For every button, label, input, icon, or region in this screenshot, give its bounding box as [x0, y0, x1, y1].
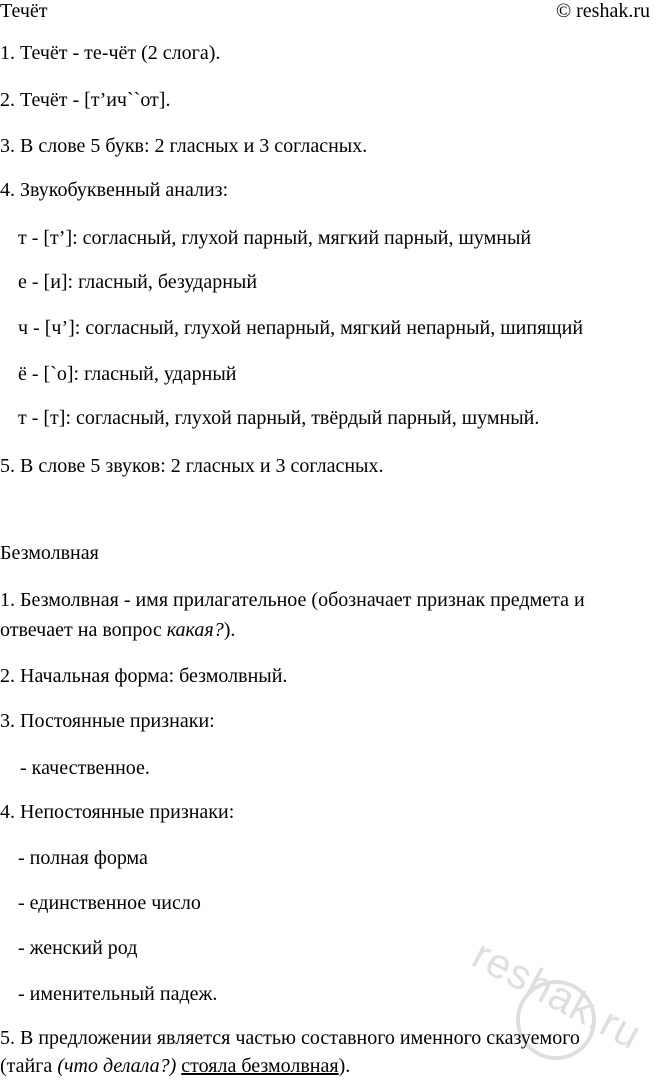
part-of-speech-line: 1. Безмолвная - имя прилагательное (обозначает признак предмета и [0, 589, 585, 611]
letter-count-line: 3. В слове 5 букв: 2 гласных и 3 согласных. [0, 135, 368, 157]
page-title: Течёт [0, 0, 48, 22]
section-title: Безмолвная [0, 542, 99, 564]
variable-feature-item: - полная форма [18, 847, 148, 869]
letter-analysis-item: е - [и]: гласный, безударный [18, 271, 258, 293]
letter-analysis-item: ё - [`о]: гласный, ударный [18, 363, 237, 385]
part-of-speech-line-cont [0, 617, 235, 643]
transcription-line: 2. Течёт - [т’ич``от]. [0, 89, 171, 111]
letter-analysis-item: т - [т’]: согласный, глухой парный, мягкий парный, шумный [18, 227, 532, 249]
variable-feature-item: - именительный падеж. [18, 983, 218, 1005]
syntax-role-line-cont [0, 1053, 350, 1079]
question-italic: (что делала?) [57, 1055, 177, 1077]
copyright-text: © reshak.ru [555, 0, 650, 22]
question-italic: какая? [166, 619, 224, 641]
text-segment: (тайга [0, 1055, 58, 1077]
letter-analysis-item: ч - [ч’]: согласный, глухой непарный, мягкий непарный, шипящий [18, 317, 584, 339]
initial-form-line: 2. Начальная форма: безмолвный. [0, 665, 288, 687]
watermark-text: reshak.ru [465, 930, 650, 1059]
variable-feature-item: - единственное число [18, 892, 201, 914]
sound-count-line: 5. В слове 5 звуков: 2 гласных и 3 согласных. [0, 455, 384, 477]
watermark [465, 930, 656, 1080]
text-segment: ). [223, 619, 236, 641]
permanent-features-heading: 3. Постоянные признаки: [0, 710, 215, 732]
text-segment: отвечает на вопрос [0, 619, 167, 641]
analysis-heading: 4. Звукобуквенный анализ: [0, 179, 229, 201]
text-segment: ). [338, 1055, 351, 1077]
syllable-line: 1. Течёт - те-чёт (2 слога). [0, 42, 221, 64]
variable-feature-item: - женский род [18, 937, 138, 959]
permanent-feature-item: - качественное. [20, 757, 150, 779]
variable-features-heading: 4. Непостоянные признаки: [0, 801, 235, 823]
letter-analysis-item: т - [т]: согласный, глухой парный, твёрдый парный, шумный. [18, 407, 540, 429]
syntax-role-line: 5. В предложении является частью составного именного сказуемого [0, 1027, 580, 1049]
underlined-predicate: стояла безмолвная [181, 1055, 339, 1077]
